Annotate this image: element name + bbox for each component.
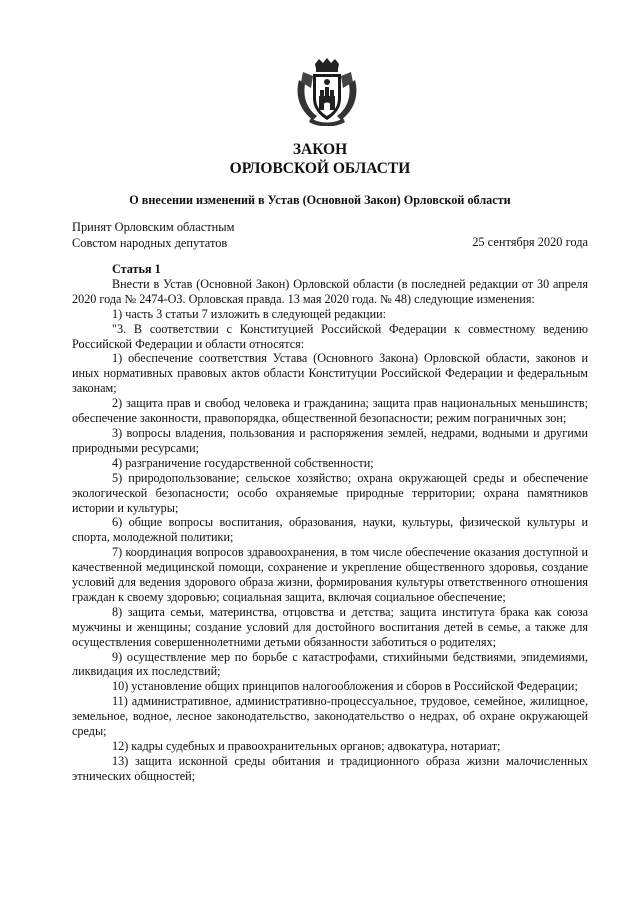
document-subtitle: О внесении изменений в Устав (Основной Закон) Орловской области — [129, 193, 511, 207]
article-heading: Статья 1 — [112, 262, 161, 276]
paragraph: 3) вопросы владения, пользования и распоряжения землей, недрами, водными и другими природными ресурсами; — [72, 425, 588, 455]
adoption-date: 25 сентября 2020 года — [472, 235, 588, 249]
adoption-info — [72, 220, 234, 251]
paragraph: 8) защита семьи, материнства, отцовства и детства; защита института брака как союза мужчины и женщины; создание условий для достойного воспитания детей в семье, а также для осуществления совершеннолетними детьми обязанности заботиться о родителях; — [72, 604, 588, 649]
paragraph: 2) защита прав и свобод человека и гражданина; защита прав национальных меньшинств; обеспечение законности, правопорядка, общественной безопасности; режим пограничных зон; — [72, 396, 588, 426]
paragraph: 6) общие вопросы воспитания, образования, науки, культуры, физической культуры и спорта, молодежной политики; — [72, 515, 588, 545]
adoption-line-1: Принят Орловским областным — [72, 220, 235, 234]
document-region: ОРЛОВСКОЙ ОБЛАСТИ — [229, 160, 411, 177]
paragraph: 5) природопользование; сельское хозяйство; охрана окружающей среды и обеспечение экологической безопасности; особо охраняемые природные территории; охрана памятников истории и культуры; — [72, 470, 588, 515]
document-body — [72, 262, 588, 784]
paragraph: 9) осуществление мер по борьбе с катастрофами, стихийными бедствиями, эпидемиями, ликвидация их последствий; — [72, 649, 588, 679]
paragraph: 10) установление общих принципов налогообложения и сборов в Российской Федерации; — [112, 679, 578, 694]
paragraph: 1) обеспечение соответствия Устава (Основного Закона) Орловской области, законов и иных нормативных правовых актов области Конституции Российской Федерации и федеральным законам; — [72, 351, 588, 396]
coat-of-arms-icon — [293, 58, 361, 126]
document-title: ЗАКОН — [292, 141, 348, 158]
adoption-line-2: Совстом народных депутатов — [72, 235, 228, 250]
paragraph: 11) административное, административно-процессуальное, трудовое, семейное, жилищное, земельное, водное, лесное законодательство, законодательство о недрах, об охране окружающей среды; — [72, 694, 588, 739]
paragraph: 7) координация вопросов здравоохранения, в том числе обеспечение оказания доступной и качественной медицинской помощи, сохранение и укрепление общественного здоровья, создание условий для ведения здорового образа жизни, формирования культуры ответственного отношения граждан к своему здоровью; социальная защита, включая социальное обеспечение; — [72, 545, 588, 604]
paragraph: 13) защита исконной среды обитания и традиционного образа жизни малочисленных этнических общностей; — [72, 753, 588, 783]
paragraph: 12) кадры судебных и правоохранительных органов; адвокатура, нотариат; — [112, 739, 501, 753]
paragraph: Внести в Устав (Основной Закон) Орловской области (в последней редакции от 30 апреля 2020 года № 2474-ОЗ. Орловская правда. 13 мая 2020 года. № 48) следующие изменения: — [72, 276, 588, 306]
paragraph: "3. В соответствии с Конституцией Российской Федерации к совместному ведению Российской Федерации и области относятся: — [72, 321, 588, 351]
paragraph: 1) часть 3 статьи 7 изложить в следующей редакции: — [112, 306, 387, 321]
paragraph: 4) разграничение государственной собственности; — [112, 455, 374, 470]
